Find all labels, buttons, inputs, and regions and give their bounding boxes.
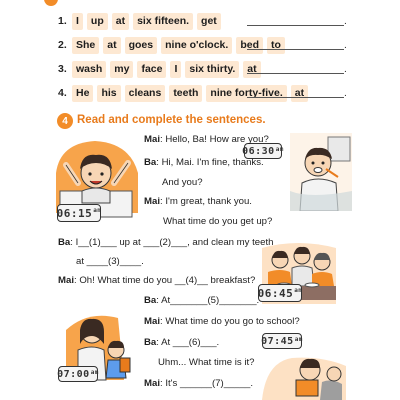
clock-display: 07:45 am — [262, 333, 302, 349]
answer-blank[interactable] — [247, 64, 344, 74]
word-chip: up — [87, 13, 108, 30]
line-text: : Hello, Ba! How are you? — [160, 134, 269, 145]
clock-display: 06:30 am — [244, 143, 282, 159]
speaker-name: Mai — [58, 275, 74, 286]
word-chip: nine o'clock. — [161, 37, 232, 54]
line-text: What time do you get up? — [163, 216, 273, 227]
speaker-name: Ba — [144, 337, 157, 348]
word-chip: I — [72, 13, 83, 30]
answer-blank[interactable] — [247, 40, 344, 50]
dialogue-line — [58, 275, 255, 287]
dialogue-line — [144, 157, 264, 169]
word-chip: to — [267, 37, 285, 54]
line-text: Uhm... What time is it? — [158, 357, 255, 368]
dialogue-line — [144, 295, 259, 307]
word-chip: She — [72, 37, 99, 54]
clock-display: 06:15 am — [57, 204, 101, 222]
word-chip: at — [291, 85, 308, 102]
answer-blank[interactable] — [247, 16, 344, 26]
line-text: : I'm great, thank you. — [160, 196, 252, 207]
section-title: Read and complete the sentences. — [77, 114, 266, 126]
dialogue-line — [144, 134, 269, 146]
exercise-row — [58, 11, 225, 31]
word-chip: bed — [236, 37, 263, 54]
line-text: : It's ______(7)_____. — [160, 378, 254, 389]
speaker-name: Mai — [144, 316, 160, 327]
word-chip: teeth — [169, 85, 202, 102]
speaker-name: Ba — [144, 157, 157, 168]
dialogue-line — [163, 216, 272, 228]
section-badge-partial — [44, 0, 58, 6]
row-number: 1. — [58, 15, 67, 27]
word-chip: nine forty-five. — [206, 85, 286, 102]
word-chip: six thirty. — [185, 61, 239, 78]
row-number: 3. — [58, 63, 67, 75]
dialogue-line — [144, 196, 252, 208]
word-chip: cleans — [125, 85, 166, 102]
line-text: : What time do you go to school? — [160, 316, 300, 327]
word-chip: my — [110, 61, 133, 78]
dialogue-line — [162, 177, 203, 189]
word-chip: six fifteen. — [133, 13, 193, 30]
dialogue-line — [144, 337, 219, 349]
answer-blank[interactable] — [247, 88, 344, 98]
dialogue-line — [158, 357, 255, 369]
line-text: : Hi, Mai. I'm fine, thanks. — [156, 157, 264, 168]
speaker-name: Mai — [144, 378, 160, 389]
word-chip: at — [112, 13, 129, 30]
end-punctuation: . — [344, 16, 347, 27]
speaker-name: Mai — [144, 196, 160, 207]
clock-display: 06:45 am — [258, 284, 302, 302]
word-chip: wash — [72, 61, 106, 78]
dialogue-line — [76, 256, 144, 268]
clock-display: 07:00 am — [58, 366, 98, 382]
word-chip: get — [197, 13, 221, 30]
speaker-name: Ba — [144, 295, 157, 306]
line-text: : Oh! What time do you __(4)__ breakfast? — [74, 275, 256, 286]
section-number-badge: 4 — [57, 113, 73, 129]
end-punctuation: . — [344, 88, 347, 99]
speaker-name: Ba — [58, 237, 71, 248]
speaker-name: Mai — [144, 134, 160, 145]
line-text: And you? — [162, 177, 203, 188]
word-chip: at — [103, 37, 120, 54]
word-chip: I — [170, 61, 181, 78]
illustration-boy-with-book — [262, 352, 346, 400]
end-punctuation: . — [344, 40, 347, 51]
line-text: at ____(3)____. — [76, 256, 144, 267]
illustration-boy-brushing — [290, 133, 352, 211]
dialogue-line — [144, 316, 300, 328]
end-punctuation: . — [344, 64, 347, 75]
word-chip: face — [137, 61, 166, 78]
word-chip: He — [72, 85, 93, 102]
line-text: : At_______(5)_______. — [156, 295, 260, 306]
exercise-row — [58, 59, 265, 79]
word-chip: goes — [125, 37, 158, 54]
word-chip: his — [97, 85, 120, 102]
line-text: : At ___(6)___. — [156, 337, 220, 348]
dialogue-line — [144, 378, 253, 390]
row-number: 2. — [58, 39, 67, 51]
row-number: 4. — [58, 87, 67, 99]
word-chip: at — [243, 61, 260, 78]
dialogue-line — [58, 237, 273, 249]
line-text: : I__(1)___ up at ___(2)___, and clean my teeth — [70, 237, 274, 248]
